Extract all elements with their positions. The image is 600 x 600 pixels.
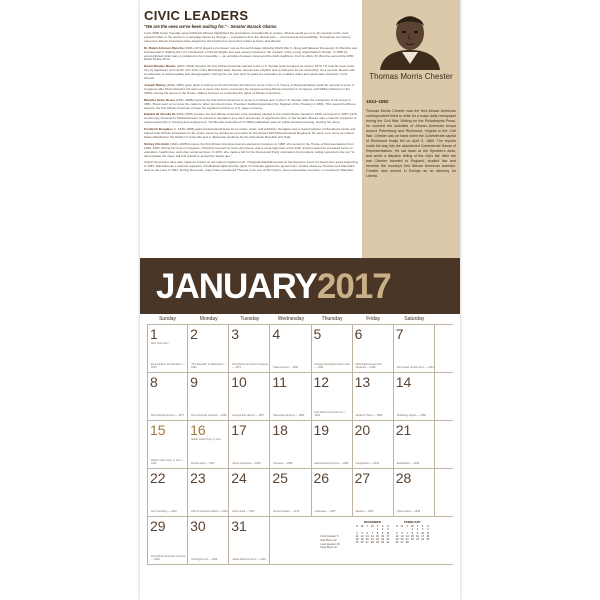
day-note: Inauguration — 2009 xyxy=(355,462,379,465)
day-cell xyxy=(353,373,394,420)
day-note: Georgia first cabinet — 1957 xyxy=(232,414,265,417)
calendar-week-row xyxy=(147,469,453,517)
leader-text: (1841–1898) became the first African American to serve a complete term in the U.S. Senate. After the conclusion of his tenure in 1881, Bruce went on to serve the nation in other prominent roles. President Garfield appointed him Register of the Treasury in 1881. This meant that Bruce became the first African American to have his signature printed on U.S. paper currency. xyxy=(144,97,356,110)
weekday-label: Friday xyxy=(366,316,381,322)
mini-weekday: F xyxy=(381,525,384,528)
mini-weekday: W xyxy=(371,525,374,528)
leader-text: African Americans have also made an impact on the nation's highest court. Thurgood Marshall served on the Supreme Court for twenty-four years beginning in 1967. Marshall was a staunch supporter of individual rights and the rights of criminals against the government. Justice Clarence Thomas took Marshall's seat on the court in 1991. During his tenure, many have considered Thomas to be one of the Court's most conservative members, in contrast to Marshall. xyxy=(144,160,358,173)
day-note: Florida signs — 1967 xyxy=(191,462,215,465)
day-cell xyxy=(229,421,270,468)
day-cell xyxy=(270,517,435,564)
day-cell xyxy=(188,325,229,372)
mini-day: 16 xyxy=(416,534,419,538)
moon-phase-list xyxy=(320,535,339,550)
day-cell xyxy=(147,325,188,372)
day-note: Martin Luther King, Jr. born — 1929 xyxy=(151,459,185,465)
mini-day: 9 xyxy=(416,531,419,535)
day-cell xyxy=(147,517,188,564)
profile-years: 1834–1892 xyxy=(366,99,389,104)
day-cell xyxy=(312,469,353,516)
mini-calendar-grid xyxy=(354,525,390,545)
leader-entry xyxy=(144,143,358,159)
day-number: 28 xyxy=(395,470,412,486)
calendar-week-row xyxy=(147,421,453,469)
calendar-week-row xyxy=(147,373,453,421)
day-cell xyxy=(229,373,270,420)
mini-weekday: S xyxy=(396,525,398,528)
leader-name: Edward W. Brooke III xyxy=(144,112,175,117)
day-cell xyxy=(270,325,311,372)
day-note: Gold medal — 1950 xyxy=(232,510,255,513)
moon-phase-item: Full Moon 12 xyxy=(320,537,337,542)
moon-phase-item: Last Quarter 19 xyxy=(320,541,340,546)
day-cell xyxy=(147,421,188,468)
mini-day: 24 xyxy=(386,538,390,542)
leader-name: Blanche Kelso Bruce xyxy=(144,97,175,102)
holiday-label: Martin Luther King, Jr. Day xyxy=(191,438,221,441)
day-number: 17 xyxy=(231,422,247,438)
holiday-label: New Year's Day xyxy=(151,342,169,345)
mini-day: 24 xyxy=(421,538,425,542)
day-number: 25 xyxy=(272,470,288,486)
day-cell xyxy=(229,469,270,516)
mini-day: 5 xyxy=(396,531,398,535)
day-number: 20 xyxy=(354,422,371,438)
day-cell xyxy=(394,469,435,516)
mini-day: 8 xyxy=(411,531,414,535)
day-cell xyxy=(353,325,394,372)
article-intro: In his 2008 Super Tuesday speech Barack Obama highlighted the importance of leadership in society. Obama would go on to win election to the most powerful office in the world on a campaign driven by change — a departure from the dismal past — and personal accountability. Throughout our history, numerous African Americans have stepped to the forefront to serve their nation at home and abroad. xyxy=(144,31,351,43)
mini-day: 28 xyxy=(370,541,374,545)
day-cell xyxy=(353,469,394,516)
mini-calendar-wrap xyxy=(354,520,431,545)
mini-day: 26 xyxy=(395,541,399,545)
mini-weekday: F xyxy=(421,525,424,528)
mini-day: 30 xyxy=(381,541,385,545)
portrait-illustration xyxy=(372,8,448,70)
mini-day: 19 xyxy=(360,538,364,542)
weekday-label: Wednesday xyxy=(277,316,305,322)
leader-entry xyxy=(144,161,358,173)
mini-day: 13 xyxy=(400,534,404,538)
mini-day: 15 xyxy=(376,534,379,538)
calendar-week-row xyxy=(147,325,453,373)
leader-text: (1919–2015) became the first African American to be popularly elected to the United States Senate in 1966, serving from 1967–1979. As Attorney General for Massachusetts, he earned a reputation as a stern prosecutor of organized crime. In the Senate, Brooke was a staunch supporter of equal opportunity in housing and employment. The Brooke Amendment of 1969 established rules for public assisted housing, bearing his name. xyxy=(144,112,358,125)
day-cell xyxy=(229,517,270,564)
leader-entry xyxy=(144,65,358,81)
day-note: Record broken — 1970 xyxy=(273,510,300,513)
day-number: 16 xyxy=(190,422,206,438)
calendar-week-row xyxy=(147,517,453,565)
mini-day: 31 xyxy=(386,541,390,545)
leader-entry xyxy=(144,113,358,125)
mini-day: 4 xyxy=(427,528,429,532)
month-name: JANUARY xyxy=(156,267,317,306)
mini-day: 15 xyxy=(410,534,414,538)
month-year: 2017 xyxy=(316,267,391,306)
mini-day: 7 xyxy=(371,531,374,535)
mini-weekday: S xyxy=(356,525,358,528)
mini-day: 25 xyxy=(355,541,359,545)
day-number: 15 xyxy=(150,422,166,438)
day-cell xyxy=(270,421,311,468)
profile-bio: Thomas Morris Chester was the first African American correspondent hired to write for a major daily newspaper during the Civil War. Writing for the Philadelphia Press, he covered the activities of African American troops around Petersburg and Richmond, Virginia in the Civil War. Chester was on hand when the Confederate capital of Richmond finally fell on April 3, 1865. The reports made his way into the abandoned Confederate House of Representatives. He sat down at the Speaker's desk, and wrote a dispatch telling of the city's fall. After the war Chester traveled to England, studied law and became the country's first African American barrister. Chester also served in Europe as an attorney for Liberia. xyxy=(366,109,456,178)
day-cell xyxy=(147,373,188,420)
mini-calendar xyxy=(354,520,390,545)
day-number: 5 xyxy=(313,326,322,342)
day-number: 1 xyxy=(150,326,158,342)
mini-day: 17 xyxy=(386,534,390,538)
mini-day: 1 xyxy=(411,528,414,532)
mini-weekday: T xyxy=(366,525,369,528)
day-number: 13 xyxy=(354,374,371,390)
mini-day: 4 xyxy=(356,531,358,535)
day-note: Most Popular Record — 1973 xyxy=(151,414,184,417)
mini-day: 11 xyxy=(355,534,359,538)
day-cell xyxy=(312,325,353,372)
profile-name: Thomas Morris Chester xyxy=(369,72,453,81)
day-note: Patent issued — 1890 xyxy=(273,366,298,369)
day-number: 21 xyxy=(395,422,412,438)
mini-day: 11 xyxy=(426,531,430,535)
day-number: 6 xyxy=(354,326,363,342)
month-banner xyxy=(140,258,460,314)
leader-text: (c. 1818–1895) gained international fame as an orator, writer, and publisher. Douglass was a trusted adviser to President Lincoln and helped unify African Americans for the Union cause by serving as a recruiter for the African 54th Massachusetts Regiment. He went on to serve as United States Marshal for the District of Columbia and in diplomatic positions for the Dominican Republic and Haiti. xyxy=(144,127,356,139)
mini-day: 21 xyxy=(370,538,374,542)
day-note: Elected — 1962 xyxy=(355,510,374,513)
mini-day: 10 xyxy=(421,531,425,535)
day-number: 27 xyxy=(354,470,371,486)
day-number: 3 xyxy=(231,326,240,342)
leader-text: (1903–1971) played a prominent role as the world stage following World War II. Along with Eleanor Roosevelt, Dr. Bunche was instrumental in drafting the U.N. Declaration of Human Rights and was closely involved in the creation of the young organization's charter. In 1950 he accomplished what many considered to be impossible — an armistice between Israel and the Arab neighbors. For his efforts Dr. Bunche earned the 1950 Nobel Peace Prize. xyxy=(144,45,358,62)
day-cell xyxy=(147,469,188,516)
mini-day: 20 xyxy=(400,538,404,542)
mini-day: 9 xyxy=(381,531,384,535)
day-note: George Washington Carver dies — 1943 xyxy=(314,363,351,369)
day-cell xyxy=(188,421,229,468)
day-note: Publishing begins — 1886 xyxy=(396,414,426,417)
day-cell xyxy=(394,421,435,468)
civic-leaders-article xyxy=(144,8,358,253)
mini-calendar-title: DECEMBER xyxy=(363,520,381,524)
mini-day: 21 xyxy=(405,538,409,542)
leader-text: (1924–2005) became the first African American woman elected to Congress in 1968; she served in the House of Representatives from 1969–1983. During her time in Congress, Chisholm focused on inner-city issues, was a vocal opponent of the draft, and promoted an increased focus on education, health care, and other social services. In 1972, she made a bid for the Democratic Party nomination for president, telling supporters she ran "to demonstrate the sheer will and refusal to accept the status quo." xyxy=(144,141,355,158)
leader-entry xyxy=(144,128,358,140)
day-note: Fisk University founded — 1866 xyxy=(191,414,227,417)
mini-day: 2 xyxy=(381,528,384,532)
weekday-label: Tuesday xyxy=(240,316,260,322)
mini-weekday: T xyxy=(406,525,409,528)
mini-day: 23 xyxy=(381,538,385,542)
day-cell xyxy=(188,469,229,516)
day-number: 22 xyxy=(150,470,166,486)
day-note: Educational Congress — 1852 xyxy=(314,462,349,465)
mini-calendar-grid xyxy=(394,525,430,545)
mini-day: 14 xyxy=(370,534,374,538)
day-number: 30 xyxy=(190,518,206,534)
day-note: Medal of Honor — 1869 xyxy=(355,414,383,417)
mini-day: 7 xyxy=(406,531,408,535)
day-cell xyxy=(394,373,435,420)
day-number: 2 xyxy=(190,326,198,342)
mini-weekday: S xyxy=(426,525,429,528)
day-note: Opera debut — 1935 xyxy=(396,510,421,513)
mini-day: 18 xyxy=(355,538,359,542)
mini-day: 27 xyxy=(400,541,404,545)
weekday-label: Thursday xyxy=(321,316,343,322)
day-note: Honored — 1856 xyxy=(273,462,293,465)
civic-leaders-section xyxy=(140,0,460,258)
mini-day: 8 xyxy=(376,531,379,535)
day-number: 12 xyxy=(313,374,330,390)
day-cell xyxy=(312,421,353,468)
mini-day: 5 xyxy=(361,531,363,535)
day-note: 24th Amendment ratified — 1964 xyxy=(191,510,228,513)
day-note: Emancipation Proclamation — 1863 xyxy=(151,363,185,369)
leader-entries xyxy=(144,47,358,173)
mini-day: 6 xyxy=(401,531,403,535)
day-number: 11 xyxy=(272,374,287,390)
day-number: 26 xyxy=(313,470,330,486)
day-number: 9 xyxy=(190,374,198,390)
day-note: Mississippi accepts first freedmen — 1966 xyxy=(355,363,382,369)
mini-day: 14 xyxy=(405,534,409,538)
day-number: 8 xyxy=(150,374,158,390)
day-number: 31 xyxy=(231,518,247,534)
day-cell xyxy=(270,469,311,516)
article-heading: CIVIC LEADERS xyxy=(144,8,249,23)
weekday-label: Sunday xyxy=(159,316,177,322)
weekday-header xyxy=(147,314,453,324)
day-note: Mississippi accepts — 1880 xyxy=(273,414,305,417)
mini-day: 20 xyxy=(365,538,369,542)
day-note: First African American General — 1940 xyxy=(151,555,185,561)
mini-day: 3 xyxy=(421,528,424,532)
day-cell xyxy=(353,421,394,468)
calendar-page xyxy=(140,0,460,600)
day-note: Sports appointed — 1953 xyxy=(232,462,261,465)
mini-weekday: S xyxy=(386,525,389,528)
leader-entry xyxy=(144,84,358,96)
moon-phase-item: First Quarter 5 xyxy=(320,534,339,538)
day-note: Jazz recording — 1952 xyxy=(151,510,177,513)
mini-day: 28 xyxy=(405,541,409,545)
day-number: 10 xyxy=(231,374,247,390)
day-cell xyxy=(188,517,229,564)
day-note: "The Messiah" in Washington — 1862 xyxy=(191,363,227,369)
leader-entry xyxy=(144,47,358,63)
day-number: 29 xyxy=(150,518,166,534)
calendar-grid xyxy=(147,314,453,565)
mini-day: 2 xyxy=(416,528,419,532)
mini-weekday: M xyxy=(401,525,404,528)
mini-day: 22 xyxy=(376,538,379,542)
leader-text: (1832–1887) goes down in history as the first African American to serve in the U.S. House of Representatives (and the second to serve in Congress after Hiram Revels). He went on to serve four terms, becoming the longest serving African American in Congress until William Dawson in the 1950s. During his tenure in the House, Rainey focused on protecting the rights of African Americans. xyxy=(144,82,355,95)
day-number: 23 xyxy=(190,470,206,486)
mini-day: 18 xyxy=(426,534,430,538)
mini-weekday: W xyxy=(411,525,414,528)
leader-text: (1827–1901) became the first African American elected to the U.S. Senate (and Congress as well) in 1870. He took his seat, amid fury by legislators such as Mr. Fitz-John of the Mississippi State Senate. Revels was a fighter and a champion for his citizenship. As a senator, Revels was an advocate of racial equality and desegregation. During his one year term he gained a reputation as a skilled orator and passionate champion of his Church. xyxy=(144,64,355,81)
mini-day: 13 xyxy=(365,534,369,538)
weekday-label: Saturday xyxy=(404,316,425,322)
mini-day: 16 xyxy=(381,534,385,538)
day-number: 18 xyxy=(272,422,288,438)
day-number: 19 xyxy=(313,422,330,438)
leader-name: Hiram Rhodes Revels xyxy=(144,64,176,69)
profile-panel xyxy=(362,0,460,258)
mini-calendar-title: FEBRUARY xyxy=(404,520,421,524)
day-note: First African American Congress — 1871 xyxy=(232,363,268,369)
day-number: 7 xyxy=(395,326,404,342)
weekday-label: Monday xyxy=(199,316,218,322)
day-note: Graduates — 1897 xyxy=(314,510,336,513)
mini-day: 25 xyxy=(426,538,430,542)
day-cell xyxy=(270,373,311,420)
mini-calendar xyxy=(394,520,430,545)
day-note: Zora Neale Hurston born — 1891 xyxy=(396,366,434,369)
day-number: 14 xyxy=(395,374,412,390)
mini-weekday: T xyxy=(416,525,419,528)
mini-weekday: M xyxy=(361,525,364,528)
day-note: Jackie Robinson born — 1919 xyxy=(232,558,266,561)
mini-day: 12 xyxy=(360,534,364,538)
mini-day: 22 xyxy=(410,538,414,542)
day-number: 24 xyxy=(231,470,247,486)
leader-name: Joseph Rainey xyxy=(144,82,166,87)
mini-day: 27 xyxy=(365,541,369,545)
mini-day: 17 xyxy=(421,534,425,538)
mini-day: 6 xyxy=(366,531,368,535)
leader-name: Shirley Chisholm xyxy=(144,141,170,146)
mini-day: 1 xyxy=(376,528,379,532)
mini-day: 12 xyxy=(395,534,399,538)
mini-day: 23 xyxy=(416,538,419,542)
day-cell xyxy=(312,373,353,420)
mini-calendars xyxy=(354,520,431,545)
leader-entry xyxy=(144,99,358,111)
day-number: 4 xyxy=(272,326,281,342)
day-note: First African American tax — 1922 xyxy=(314,411,347,417)
mini-day: 19 xyxy=(395,538,399,542)
article-quote: "We are the ones we've been waiting for." - Senator Barack Obama xyxy=(144,24,277,29)
day-note: Civil Rights Act — 1866 xyxy=(191,558,218,561)
leader-name: Dr. Ralph Johnson Bunche xyxy=(144,45,184,50)
mini-day: 26 xyxy=(360,541,364,545)
day-note: Established — 1946 xyxy=(396,462,420,465)
day-cell xyxy=(394,325,435,372)
mini-day: 10 xyxy=(386,531,390,535)
mini-day: 3 xyxy=(387,528,389,532)
day-cell xyxy=(188,373,229,420)
leader-name: Frederick Douglass xyxy=(144,127,173,132)
day-cell xyxy=(229,325,270,372)
moon-phase-item: New Moon 27 xyxy=(320,545,338,550)
mini-day: 29 xyxy=(376,541,379,545)
mini-weekday: T xyxy=(376,525,379,528)
month-title xyxy=(156,268,391,306)
calendar-weeks xyxy=(147,324,453,565)
